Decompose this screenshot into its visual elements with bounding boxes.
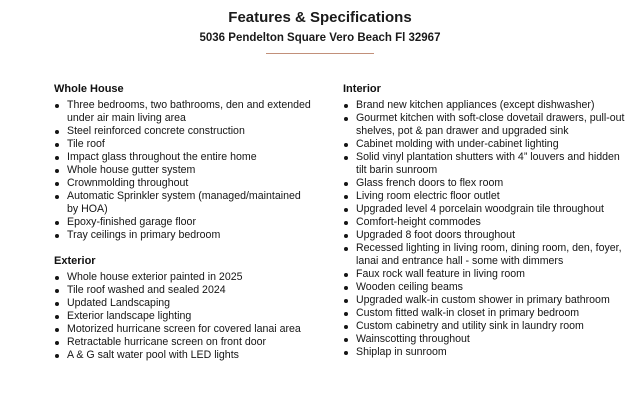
list-item: Living room electric floor outlet xyxy=(343,190,628,203)
list-item: Solid vinyl plantation shutters with 4” louvers and hidden tilt barin sunroom xyxy=(343,151,628,177)
list-item: Cabinet molding with under-cabinet lighting xyxy=(343,138,628,151)
section-whole-house xyxy=(54,82,314,242)
list-item: Tile roof washed and sealed 2024 xyxy=(54,284,314,297)
list-item: Motorized hurricane screen for covered lanai area xyxy=(54,323,314,336)
list-item: Three bedrooms, two bathrooms, den and extended under air main living area xyxy=(54,99,314,125)
list-item: Epoxy-finished garage floor xyxy=(54,216,314,229)
title-divider xyxy=(266,53,374,54)
list-item: Wainscotting throughout xyxy=(343,333,628,346)
interior-list xyxy=(343,99,628,359)
list-item: Upgraded 8 foot doors throughout xyxy=(343,229,628,242)
right-column xyxy=(343,82,628,371)
list-item: Exterior landscape lighting xyxy=(54,310,314,323)
list-item: Glass french doors to flex room xyxy=(343,177,628,190)
list-item: A & G salt water pool with LED lights xyxy=(54,349,314,362)
list-item: Comfort-height commodes xyxy=(343,216,628,229)
list-item: Upgraded walk-in custom shower in primary bathroom xyxy=(343,294,628,307)
exterior-list xyxy=(54,271,314,362)
list-item: Retractable hurricane screen on front door xyxy=(54,336,314,349)
section-interior xyxy=(343,82,628,359)
list-item: Upgraded level 4 porcelain woodgrain tile throughout xyxy=(343,203,628,216)
list-item: Brand new kitchen appliances (except dishwasher) xyxy=(343,99,628,112)
left-column xyxy=(54,82,314,374)
section-title-whole-house: Whole House xyxy=(54,83,124,95)
section-title-exterior: Exterior xyxy=(54,255,96,267)
list-item: Automatic Sprinkler system (managed/maintained by HOA) xyxy=(54,190,314,216)
whole-house-list xyxy=(54,99,314,242)
list-item: Tray ceilings in primary bedroom xyxy=(54,229,314,242)
section-exterior xyxy=(54,254,314,362)
list-item: Wooden ceiling beams xyxy=(343,281,628,294)
list-item: Crownmolding throughout xyxy=(54,177,314,190)
list-item: Whole house exterior painted in 2025 xyxy=(54,271,314,284)
list-item: Impact glass throughout the entire home xyxy=(54,151,314,164)
section-title-interior: Interior xyxy=(343,83,381,95)
list-item: Custom cabinetry and utility sink in laundry room xyxy=(343,320,628,333)
list-item: Faux rock wall feature in living room xyxy=(343,268,628,281)
list-item: Recessed lighting in living room, dining room, den, foyer, lanai and entrance hall - some with dimmers xyxy=(343,242,628,268)
page-title: Features & Specifications xyxy=(228,9,412,26)
list-item: Whole house gutter system xyxy=(54,164,314,177)
list-item: Shiplap in sunroom xyxy=(343,346,628,359)
list-item: Updated Landscaping xyxy=(54,297,314,310)
list-item: Steel reinforced concrete construction xyxy=(54,125,314,138)
list-item: Custom fitted walk-in closet in primary bedroom xyxy=(343,307,628,320)
property-address: 5036 Pendelton Square Vero Beach Fl 32967 xyxy=(199,32,441,44)
list-item: Gourmet kitchen with soft-close dovetail drawers, pull-out shelves, pot & pan drawer and upgraded sink xyxy=(343,112,628,138)
document-header xyxy=(0,8,640,54)
list-item: Tile roof xyxy=(54,138,314,151)
